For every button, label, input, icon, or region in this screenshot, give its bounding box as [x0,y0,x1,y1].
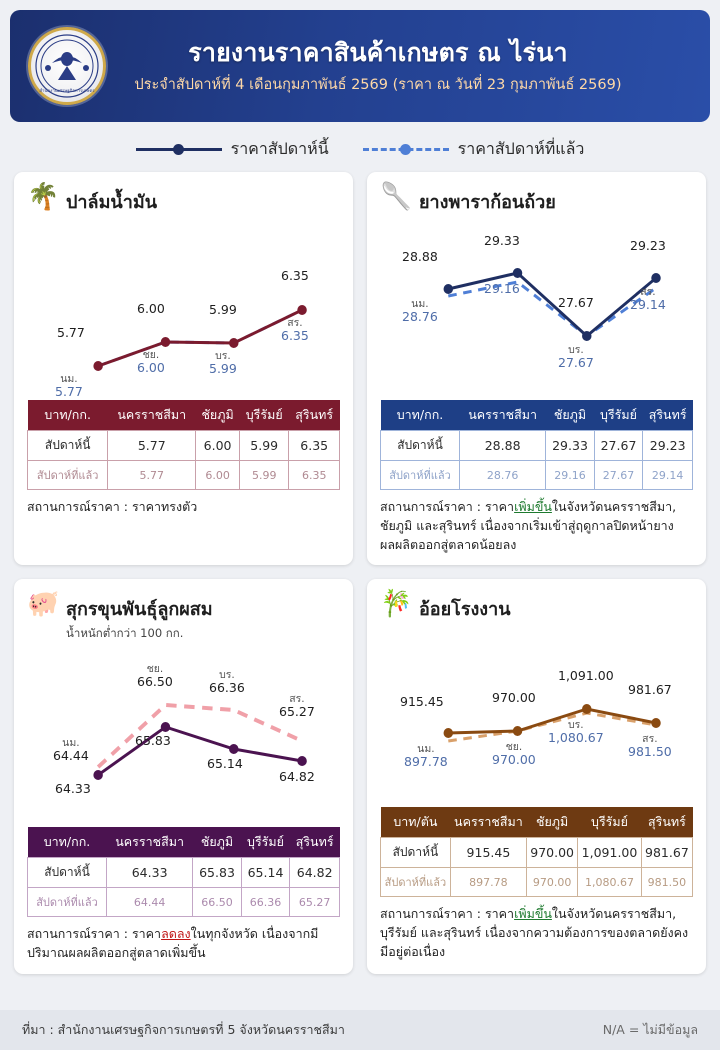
legend-dashed-line-icon [363,142,449,156]
price-cell: 27.67 [594,431,643,461]
status-part: ในทุกจังหวัด เนื่องจากมีปริมาณผลผลิตออกสู่ตลาดเพิ่มขึ้น [27,926,319,960]
prev-point-label: 28.76 [402,309,438,325]
unit-header: บาท/กก. [381,400,460,431]
price-cell: 27.67 [594,461,643,490]
column-header: บุรีรัมย์ [240,400,289,431]
price-cell: 65.27 [290,888,340,917]
pig-price-table [27,827,340,917]
province-abbr: นม. [60,373,78,385]
column-header: ชัยภูมิ [196,400,240,431]
point-label: 915.45 [400,694,444,710]
chart-legend [0,126,720,172]
prev-point-label: 27.67 [558,355,594,371]
province-abbr: ชย. [142,349,160,361]
province-abbr: นม. [417,743,435,756]
rubber-cup-lump-icon: 🥄 [380,182,413,212]
page-footer [0,1010,720,1050]
price-cell: 970.00 [527,838,578,868]
card-header [380,184,693,216]
column-header: สุรินทร์ [289,400,340,431]
sugarcane-price-chart [380,625,693,801]
legend-current-label: ราคาสัปดาห์นี้ [230,138,329,158]
column-header: สุรินทร์ [641,807,692,838]
price-cell: 66.36 [241,888,290,917]
unit-header: บาท/ตัน [381,807,451,838]
price-cell: 29.16 [546,461,594,490]
price-cell: 64.33 [106,858,192,888]
prev-point-label: 981.50 [628,744,672,760]
prev-point-label: 66.36 [209,680,245,696]
point-label: 65.14 [207,756,243,772]
point-label: 65.83 [135,733,171,749]
point-label: 6.00 [137,301,165,316]
card-header [27,184,340,216]
card-title: อ้อยโรงงาน [419,599,511,621]
price-cell: 5.77 [108,461,196,490]
price-cell: 29.33 [546,431,594,461]
legend-solid-line-icon [136,142,222,156]
prev-point-label: 5.99 [209,361,237,377]
province-abbr: บร. [215,350,231,362]
price-cell: 897.78 [450,868,526,897]
column-header: บุรีรัมย์ [594,400,643,431]
price-cell: 64.82 [290,858,340,888]
column-header: บุรีรัมย์ [578,807,642,838]
point-label: 6.35 [281,268,309,283]
card-title: ยางพาราก้อนถ้วย [419,192,556,213]
column-header: ชัยภูมิ [546,400,594,431]
status-part: ราคา [484,499,515,514]
card-header [27,591,340,643]
status-prefix: สถานการณ์ราคา : [27,926,132,942]
price-cell: 981.67 [641,838,692,868]
table-row [381,461,693,490]
price-cell: 5.77 [108,431,196,461]
prev-point-label: 66.50 [137,674,173,690]
price-situation-text [380,905,693,961]
point-label: 981.67 [628,682,672,698]
province-abbr: บร. [568,344,584,356]
prev-point-label: 6.35 [281,328,309,344]
point-label: 64.33 [55,781,91,797]
government-seal-icon [28,27,106,105]
price-cell: 6.35 [289,431,340,461]
legend-current-week [136,137,329,162]
table-row [381,868,693,897]
palm-price-chart [27,218,340,400]
column-header: บุรีรัมย์ [241,827,290,858]
price-cell: 29.14 [643,461,693,490]
unit-header: บาท/กก. [28,827,107,858]
report-period: ประจำสัปดาห์ที่ 4 เดือนกุมภาพันธ์ 2569 (ราคา ณ วันที่ 23 กุมภาพันธ์ 2569) [134,76,622,93]
table-row [28,461,340,490]
point-label: 29.33 [484,233,520,248]
source-text: ที่มา : สำนักงานเศรษฐกิจการเกษตรที่ 5 จังหวัดนครราชสีมา [22,1022,345,1037]
status-prefix: สถานการณ์ราคา : [27,499,132,514]
price-cell: 981.50 [641,868,692,897]
row-label: สัปดาห์นี้ [28,858,107,888]
na-note: N/A = ไม่มีข้อมูล [602,1022,698,1037]
table-row [28,888,340,917]
row-label: สัปดาห์ที่แล้ว [28,888,107,917]
column-header: นครราชสีมา [459,400,545,431]
column-header: สุรินทร์ [643,400,693,431]
table-row [28,431,340,461]
pig-icon: 🐖 [27,589,60,620]
card-header [380,591,693,623]
report-header [10,10,710,122]
commodity-card-pig [14,579,353,974]
prev-point-label: 1,080.67 [548,730,604,746]
price-cell: 65.14 [241,858,290,888]
price-cell: 6.00 [196,431,240,461]
page-title: รายงานราคาสินค้าเกษตร ณ ไร่นา [188,38,568,68]
row-label: สัปดาห์ที่แล้ว [381,868,451,897]
pig-price-chart [27,645,340,821]
price-cell: 6.00 [196,461,240,490]
status-trend-up: เพิ่มขึ้น [514,906,552,922]
price-situation-text [27,925,340,963]
price-cell: 970.00 [527,868,578,897]
province-abbr: นม. [62,737,80,750]
row-label: สัปดาห์นี้ [28,431,108,461]
province-abbr: ชย. [505,741,523,754]
row-label: สัปดาห์นี้ [381,431,460,461]
card-title: ปาล์มน้ำมัน [66,192,158,213]
palm-oil-icon: 🌴 [27,182,60,212]
price-cell: 28.76 [459,461,545,490]
price-cell: 28.88 [459,431,545,461]
unit-header: บาท/กก. [28,400,108,431]
province-abbr: สร. [287,317,303,329]
province-abbr: สร. [640,286,656,298]
point-label: 29.23 [630,238,666,253]
status-prefix: สถานการณ์ราคา : [380,499,485,514]
card-title: สุกรขุนพันธุ์ลูกผสม [66,599,213,621]
province-abbr: บร. [219,669,235,682]
price-situation-text [380,498,693,554]
table-header-row [381,807,693,838]
status-trend-down: ลดลง [161,926,191,942]
commodity-card-grid [0,172,720,974]
rubber-price-table [380,400,693,490]
status-part: ราคา [131,926,162,942]
point-label: 5.77 [57,325,85,340]
province-abbr: นม. [411,298,429,310]
table-row [28,858,340,888]
price-cell: 65.83 [193,858,241,888]
prev-point-label: 29.16 [484,281,520,296]
column-header: ชัยภูมิ [527,807,578,838]
row-label: สัปดาห์นี้ [381,838,451,868]
price-cell: 66.50 [193,888,241,917]
point-label: 970.00 [492,690,536,706]
province-abbr: สร. [642,733,658,746]
status-part: ในจังหวัดนครราชสีมา, บุรีรัมย์ และสุรินทร์ เนื่องจากความต้องการของตลาดยังคงมีอยู่ต่อเนื่อง [380,906,689,959]
svg-text:สำนักงานเศรษฐกิจการเกษตร: สำนักงานเศรษฐกิจการเกษตร [39,89,95,94]
sugarcane-price-table [380,807,693,897]
table-header-row [381,400,693,431]
price-cell: 915.45 [450,838,526,868]
price-cell: 6.35 [289,461,340,490]
status-part: ราคา [484,906,515,922]
price-cell: 29.23 [643,431,693,461]
status-prefix: สถานการณ์ราคา : [380,906,485,922]
column-header: ชัยภูมิ [193,827,241,858]
prev-point-label: 65.27 [279,704,315,720]
row-label: สัปดาห์ที่แล้ว [28,461,108,490]
legend-previous-week [363,137,585,162]
point-label: 1,091.00 [558,668,614,684]
price-situation-text [27,498,340,517]
point-label: 28.88 [402,249,438,264]
province-abbr: บร. [568,719,584,732]
column-header: สุรินทร์ [290,827,340,858]
prev-point-label: 64.44 [53,748,89,764]
prev-point-label: 897.78 [404,754,448,770]
rubber-price-chart [380,218,693,394]
table-header-row [28,400,340,431]
prev-point-label: 6.00 [137,360,165,376]
card-subtitle: น้ำหนักต่ำกว่า 100 กก. [66,626,184,641]
status-part: ในจังหวัดนครราชสีมา, ชัยภูมิ และสุรินทร์ เนื่องจากเริ่มเข้าสู่ฤดูกาลปิดหน้ายาง ผลผลิตออกสู่ตลาดน้อยลง [380,499,677,552]
status-part: ราคาทรงตัว [131,499,198,514]
point-label: 27.67 [558,295,594,310]
prev-point-label: 970.00 [492,752,536,768]
price-cell: 5.99 [240,461,289,490]
column-header: นครราชสีมา [108,400,196,431]
province-abbr: สร. [289,693,305,706]
price-cell: 1,091.00 [578,838,642,868]
table-row [381,838,693,868]
commodity-card-palm [14,172,353,565]
province-abbr: ชย. [146,663,164,676]
table-row [381,431,693,461]
row-label: สัปดาห์ที่แล้ว [381,461,460,490]
price-cell: 5.99 [240,431,289,461]
column-header: นครราชสีมา [106,827,192,858]
commodity-card-rubber [367,172,706,565]
legend-previous-label: ราคาสัปดาห์ที่แล้ว [457,138,585,158]
palm-price-table [27,400,340,490]
point-label: 5.99 [209,302,237,317]
prev-point-label: 5.77 [55,384,83,400]
sugarcane-icon: 🎋 [380,589,413,620]
table-header-row [28,827,340,858]
price-cell: 1,080.67 [578,868,642,897]
column-header: นครราชสีมา [450,807,526,838]
price-cell: 64.44 [106,888,192,917]
commodity-card-sugarcane [367,579,706,974]
prev-point-label: 29.14 [630,297,666,313]
point-label: 64.82 [279,769,315,785]
status-trend-up: เพิ่มขึ้น [514,499,552,514]
